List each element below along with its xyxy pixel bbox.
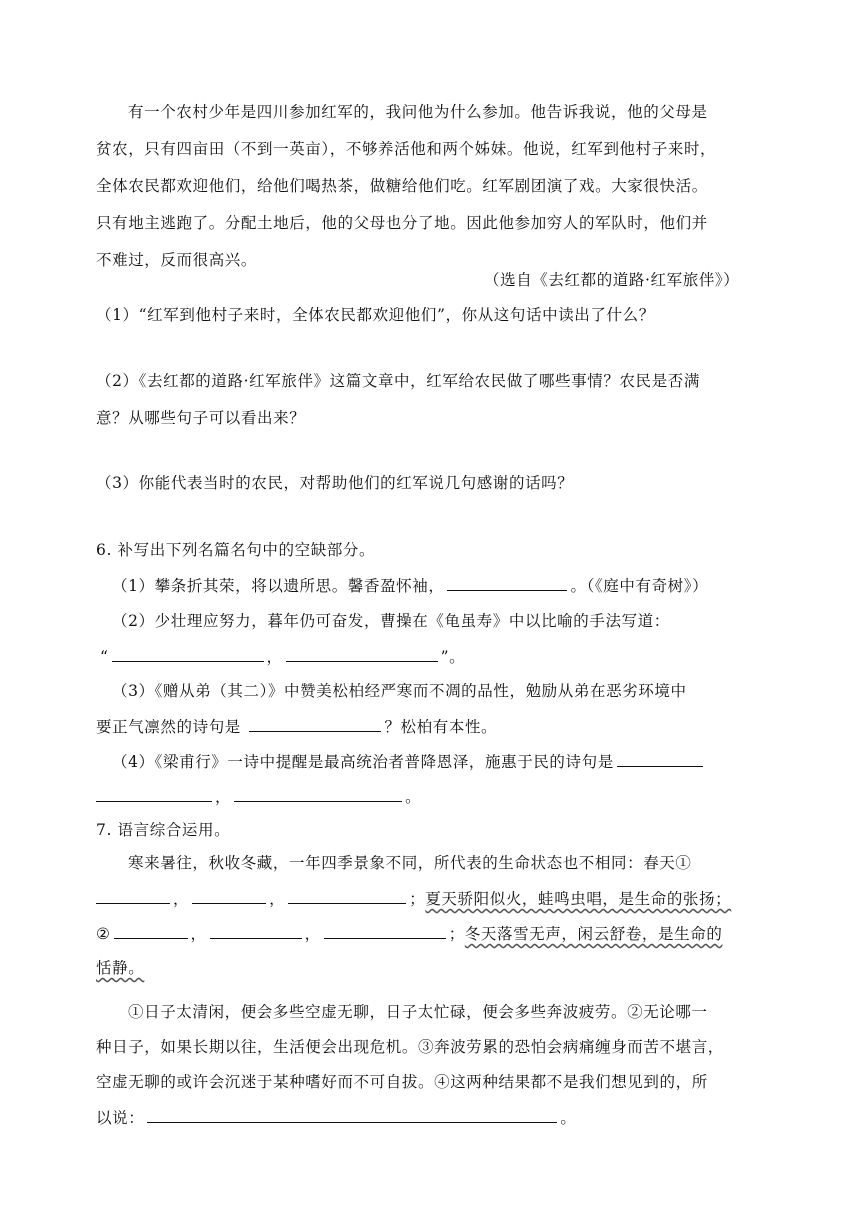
section-7-title: 7. 语言综合运用。 xyxy=(96,821,231,839)
section-7-para-1-line-4 xyxy=(96,957,144,979)
comma: ， xyxy=(304,925,321,943)
section-6-item-4-line-2 xyxy=(93,785,421,808)
section-6-title: 6. 补写出下列名篇名句中的空缺部分。 xyxy=(96,541,376,559)
passage-line-2: 贫农，只有四亩田（不到一英亩），不够养活他和两个姊妹。他说，红军到他村子来时， xyxy=(96,140,717,158)
item-3-text-a: 要正气凛然的诗句是 xyxy=(96,718,241,736)
winter-sentence: 冬天落雪无声，闲云舒卷，是生命的 xyxy=(464,925,723,943)
item-3-text-b: ？松柏有本性。 xyxy=(384,718,498,736)
section-6-item-2-line-1: （2）少壮理应努力，暮年仍可奋发，曹操在《龟虽寿》中以比喻的手法写道： xyxy=(112,612,670,630)
question-3: （3）你能代表当时的农民，对帮助他们的红军说几句感谢的话吗？ xyxy=(96,474,574,492)
item-4-text: （4）《梁甫行》一诗中提醒是最高统治者普降恩泽，施惠于民的诗句是 xyxy=(112,753,614,771)
summer-sentence: 夏天骄阳似火，蛙鸣虫唱，是生命的张扬； xyxy=(425,890,732,908)
fill-blank[interactable] xyxy=(288,887,406,904)
fill-blank[interactable] xyxy=(112,645,264,662)
fill-blank[interactable] xyxy=(234,785,402,802)
passage-source: （选自《去红都的道路·红军旅伴》） xyxy=(484,271,740,289)
section-7-para-1-line-2 xyxy=(93,887,731,910)
fill-blank[interactable] xyxy=(192,887,266,904)
fill-blank[interactable] xyxy=(324,922,446,939)
question-2-line-2: 意？从哪些句子可以看出来？ xyxy=(96,409,306,427)
item-1-text-a: （1）攀条折其荣，将以遗所思。馨香盈怀袖， xyxy=(112,577,445,595)
fill-blank[interactable] xyxy=(447,574,567,591)
fill-blank[interactable] xyxy=(114,922,188,939)
section-7-para-2-line-3: 空虚无聊的或许会沉迷于某种嗜好而不可自拔。④这两种结果都不是我们想见到的，所 xyxy=(96,1073,708,1091)
fill-blank[interactable] xyxy=(286,645,438,662)
passage-line-4: 只有地主逃跑了。分配土地后，他的父母也分了地。因此他参加穷人的军队时，他们并 xyxy=(96,214,708,232)
semicolon: ； xyxy=(409,890,426,908)
period: 。 xyxy=(405,788,422,806)
fill-blank[interactable] xyxy=(617,750,703,767)
section-7-para-2-line-2: 种日子，如果长期以往，生活便会出现危机。③奔波劳累的恐怕会病痛缠身而苦不堪言， xyxy=(96,1038,724,1056)
fill-blank[interactable] xyxy=(147,1106,557,1123)
comma: ， xyxy=(190,925,207,943)
question-2-line-1: （2）《去红都的道路·红军旅伴》这篇文章中，红军给农民做了哪些事情？农民是否满 xyxy=(96,372,700,390)
section-7-para-1-line-1: 寒来暑往，秋收冬藏，一年四季景象不同，所代表的生命状态也不相同：春天① xyxy=(128,854,692,872)
comma: ， xyxy=(266,648,283,666)
section-6-item-3-line-1: （3）《赠从弟（其二）》中赞美松柏经严寒而不凋的品性，勉励从弟在恶劣环境中 xyxy=(112,682,687,700)
passage-line-3: 全体农民都欢迎他们，给他们喝热茶，做糖给他们吃。红军剧团演了戏。大家很快活。 xyxy=(96,177,708,195)
section-7-para-2-line-4 xyxy=(96,1106,576,1129)
fill-blank[interactable] xyxy=(249,715,381,732)
item-1-text-b: 。（《庭中有奇树》） xyxy=(570,577,709,595)
passage-line-5: 不难过，反而很高兴。 xyxy=(96,251,258,269)
close-quote: ”。 xyxy=(440,648,466,666)
section-6-item-1 xyxy=(112,574,708,597)
section-6-item-4-line-1 xyxy=(112,750,703,773)
question-1: （1）“红军到他村子来时，全体农民都欢迎他们”，你从这句话中读出了什么？ xyxy=(96,306,655,324)
fill-blank[interactable] xyxy=(96,785,212,802)
semicolon: ； xyxy=(448,925,465,943)
section-7-para-2-line-1: ①日子太清闲，便会多些空虚无聊，日子太忙碌，便会多些奔波疲劳。②无论哪一 xyxy=(128,1003,708,1021)
section-6-item-2-line-2 xyxy=(100,645,465,668)
comma: ， xyxy=(215,788,232,806)
section-6-item-3-line-2 xyxy=(96,715,497,738)
fill-blank[interactable] xyxy=(96,887,170,904)
comma: ， xyxy=(173,890,190,908)
so-say-label: 以说： xyxy=(96,1109,145,1127)
comma: ， xyxy=(269,890,286,908)
circle-number-2: ② xyxy=(96,925,111,943)
fill-blank[interactable] xyxy=(210,922,302,939)
passage-line-1: 有一个农村少年是四川参加红军的，我问他为什么参加。他告诉我说，他的父母是 xyxy=(128,103,708,121)
open-quote: “ xyxy=(100,648,109,666)
section-7-para-1-line-3 xyxy=(96,922,722,945)
period: 。 xyxy=(560,1109,577,1127)
winter-sentence-end: 恬静。 xyxy=(96,959,145,977)
